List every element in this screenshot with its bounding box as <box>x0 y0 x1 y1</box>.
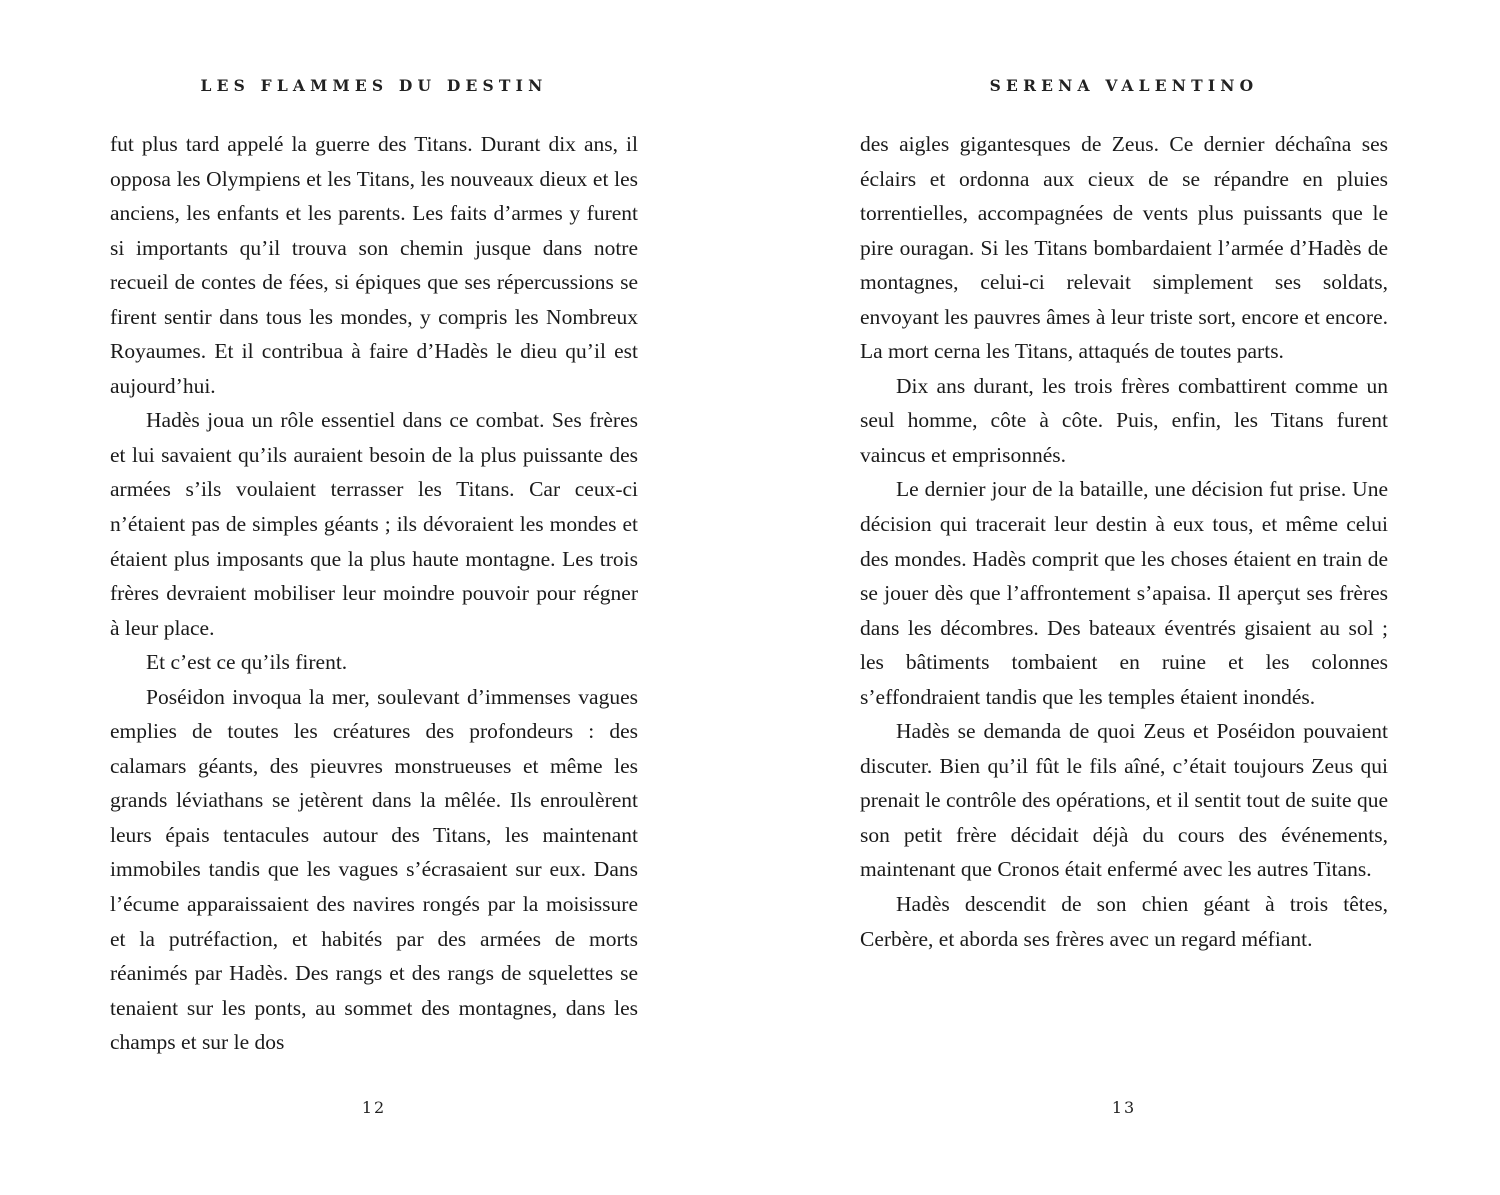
paragraph: Le dernier jour de la bataille, une décision fut prise. Une décision qui tracerait leur destin à eux tous, et même celui des mondes. Hadès comprit que les choses étaient en train de se jouer dès que l’affrontement s’apaisa. Il aperçut ses frères dans les décombres. Des bateaux éventrés gisaient au sol ; les bâtiments tombaient en ruine et les colonnes s’effondraient tandis que les temples étaient inondés. <box>860 477 1388 709</box>
left-page-body <box>110 127 638 1060</box>
paragraph: Et c’est ce qu’ils firent. <box>146 650 348 675</box>
paragraph: Hadès joua un rôle essentiel dans ce combat. Ses frères et lui savaient qu’ils auraient besoin de la plus puissante des armées s’ils voulaient terrasser les Titans. Car ceux-ci n’étaient pas de simples géants ; ils dévoraient les mondes et étaient plus imposants que la plus haute montagne. Les trois frères devraient mobiliser leur moindre pouvoir pour régner à leur place. <box>110 408 638 640</box>
right-page-body <box>860 127 1388 956</box>
left-page <box>110 0 638 1195</box>
paragraph: fut plus tard appelé la guerre des Titans. Durant dix ans, il opposa les Olympiens et les Titans, les nouveaux dieux et les anciens, les enfants et les parents. Les faits d’armes y furent si importants qu’il trouva son chemin jusque dans notre recueil de contes de fées, si épiques que ses répercussions se firent sentir dans tous les mondes, y compris les Nombreux Royaumes. Et il contribua à faire d’Hadès le dieu qu’il est aujourd’hui. <box>110 132 638 398</box>
paragraph: Poséidon invoqua la mer, soulevant d’immenses vagues emplies de toutes les créatures des profondeurs : des calamars géants, des pieuvres monstrueuses et même les grands léviathans se jetèrent dans la mêlée. Ils enroulèrent leurs épais tentacules autour des Titans, les maintenant immobiles tandis que les vagues s’écrasaient sur eux. Dans l’écume apparaissaient des navires rongés par la moisissure et la putréfaction, et habités par des armées de morts réanimés par Hadès. Des rangs et des rangs de squelettes se tenaient sur les ponts, au sommet des montagnes, dans les champs et sur le dos <box>110 684 638 1055</box>
paragraph: Dix ans durant, les trois frères combattirent comme un seul homme, côte à côte. Puis, enfin, les Titans furent vaincus et emprisonnés. <box>860 373 1388 467</box>
paragraph: Hadès se demanda de quoi Zeus et Poséidon pouvaient discuter. Bien qu’il fût le fils aîné, c’était toujours Zeus qui prenait le contrôle des opérations, et il sentit tout de suite que son petit frère décidait déjà du cours des événements, maintenant que Cronos était enfermé avec les autres Titans. <box>860 719 1388 882</box>
paragraph: Hadès descendit de son chien géant à trois têtes, Cerbère, et aborda ses frères avec un regard méfiant. <box>860 892 1388 951</box>
right-page <box>860 0 1388 1195</box>
running-head-author: SERENA VALENTINO <box>989 76 1259 95</box>
running-head-book-title: LES FLAMMES DU DESTIN <box>200 76 548 95</box>
paragraph: des aigles gigantesques de Zeus. Ce dernier déchaîna ses éclairs et ordonna aux cieux de se répandre en pluies torrentielles, accompagnées de vents plus puissants que le pire ouragan. Si les Titans bombardaient l’armée d’Hadès de montagnes, celui-ci relevait simplement ses soldats, envoyant les pauvres âmes à leur triste sort, encore et encore. La mort cerna les Titans, attaqués de toutes parts. <box>860 132 1388 364</box>
page-number: 12 <box>361 1098 387 1117</box>
page-number: 13 <box>1111 1098 1137 1117</box>
